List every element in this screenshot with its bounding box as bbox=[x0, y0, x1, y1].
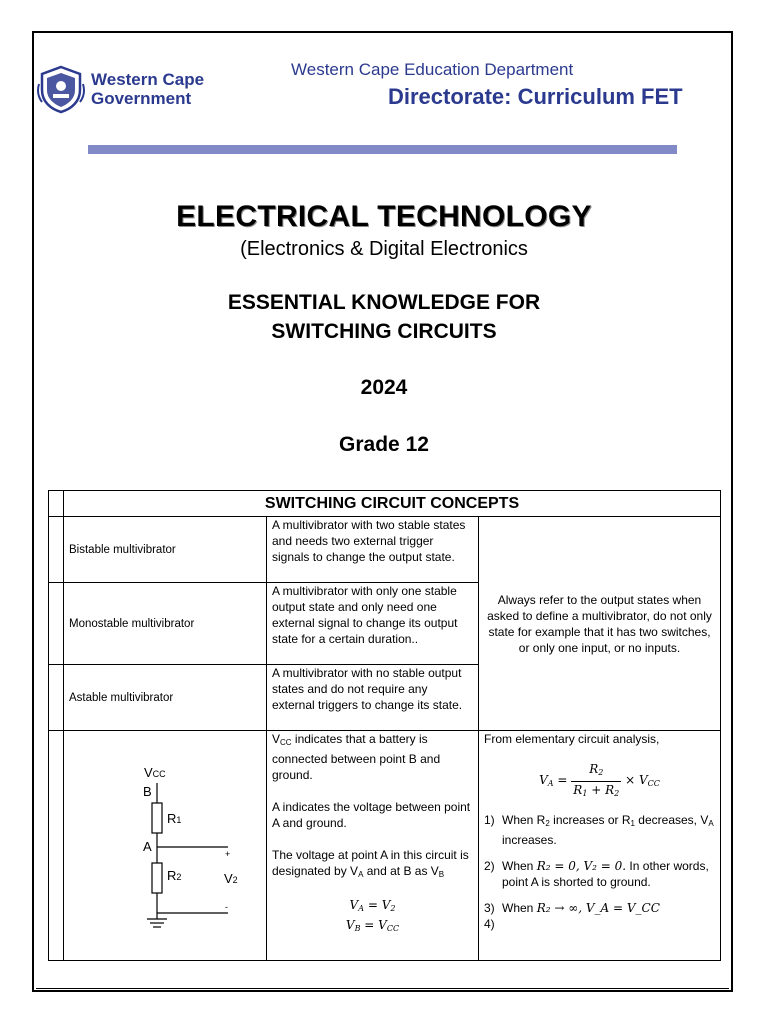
table-heading: SWITCHING CIRCUIT CONCEPTS bbox=[64, 491, 721, 517]
r2-label: R2 bbox=[167, 867, 182, 883]
definition-cell: A multivibrator with no stable output states and do not require any external triggers to change its state. bbox=[267, 665, 479, 731]
essential-knowledge-line2: SWITCHING CIRCUITS bbox=[271, 320, 497, 343]
note-cell: Always refer to the output states when asked to define a multivibrator, do not only state for example that it has two switches, or only one input, or no inputs. bbox=[479, 517, 721, 731]
divider-formula: $V_A$ = $\frac{R_2}{R_1 + R_2}$ × $V_{CC}$ bbox=[539, 762, 660, 798]
list-item: 3) When R₂ → ∞, V_A = V_CC bbox=[484, 901, 660, 915]
list-item: 1) When $R_2$ increases or $R_1$ decreases, $V_A$ increases. bbox=[484, 813, 714, 847]
explanation-voltage: The voltage at point A in this circuit is designated by $V_A$ and at B as $V_B$ bbox=[272, 848, 469, 879]
term-cell: Astable multivibrator bbox=[64, 665, 267, 731]
coat-of-arms-logo bbox=[36, 64, 86, 114]
voltage-divider-circuit bbox=[64, 733, 264, 959]
list-item: 2) When R₂ = 0, V₂ = 0. In other words, point A is shorted to ground. bbox=[484, 859, 709, 889]
document-title: ELECTRICAL TECHNOLOGY bbox=[176, 200, 592, 233]
explanation-a: A indicates the voltage between point A and ground. bbox=[272, 800, 471, 830]
table-row bbox=[49, 731, 721, 961]
circuit-analysis-cell bbox=[479, 731, 721, 961]
document-grade: Grade 12 bbox=[339, 433, 429, 456]
v2-label: V2 bbox=[224, 870, 238, 886]
analysis-list bbox=[484, 812, 715, 932]
switching-concepts-table bbox=[48, 490, 721, 961]
table-row bbox=[49, 517, 721, 583]
row-marker-cell bbox=[49, 583, 64, 665]
output-plus: + bbox=[225, 848, 231, 859]
node-b-label: B bbox=[143, 783, 152, 799]
explanation-vcc: $V_{CC}$ indicates that a battery is connected between point B and ground. bbox=[272, 732, 441, 782]
definition-cell: A multivibrator with only one stable output state and only need one external signal to change its output state for a certain duration.. bbox=[267, 583, 479, 665]
row-marker-cell bbox=[49, 517, 64, 583]
row-marker-cell bbox=[49, 665, 64, 731]
row-marker-cell bbox=[49, 731, 64, 961]
directorate-name: Directorate: Curriculum FET bbox=[388, 84, 683, 109]
circuit-explanation-cell bbox=[267, 731, 479, 961]
circuit-diagram-cell bbox=[64, 731, 267, 961]
output-minus: - bbox=[225, 901, 228, 912]
r1-label: R1 bbox=[167, 810, 182, 826]
vcc-label: VCC bbox=[144, 764, 166, 780]
logo-wordmark: Western Cape Government bbox=[91, 70, 205, 108]
document-year: 2024 bbox=[360, 376, 408, 399]
resistor-r1 bbox=[152, 803, 162, 833]
table-header-row bbox=[49, 491, 721, 517]
node-a-label: A bbox=[143, 838, 152, 854]
term-cell: Bistable multivibrator bbox=[64, 517, 267, 583]
row-marker-cell bbox=[49, 491, 64, 517]
header-divider-bar bbox=[88, 145, 677, 154]
term-cell: Monostable multivibrator bbox=[64, 583, 267, 665]
department-name: Western Cape Education Department bbox=[291, 60, 574, 79]
resistor-r2 bbox=[152, 863, 162, 893]
analysis-intro: From elementary circuit analysis, bbox=[484, 732, 660, 746]
definition-cell: A multivibrator with two stable states and needs two external trigger signals to change the output state. bbox=[267, 517, 479, 583]
equations: $V_A = V_2$ $V_B = V_{CC}$ bbox=[345, 898, 400, 933]
list-item: 4) bbox=[484, 917, 495, 931]
document-subtitle: (Electronics & Digital Electronics bbox=[240, 238, 528, 260]
essential-knowledge-line1: ESSENTIAL KNOWLEDGE FOR bbox=[227, 291, 541, 314]
page-border-line bbox=[36, 988, 729, 989]
